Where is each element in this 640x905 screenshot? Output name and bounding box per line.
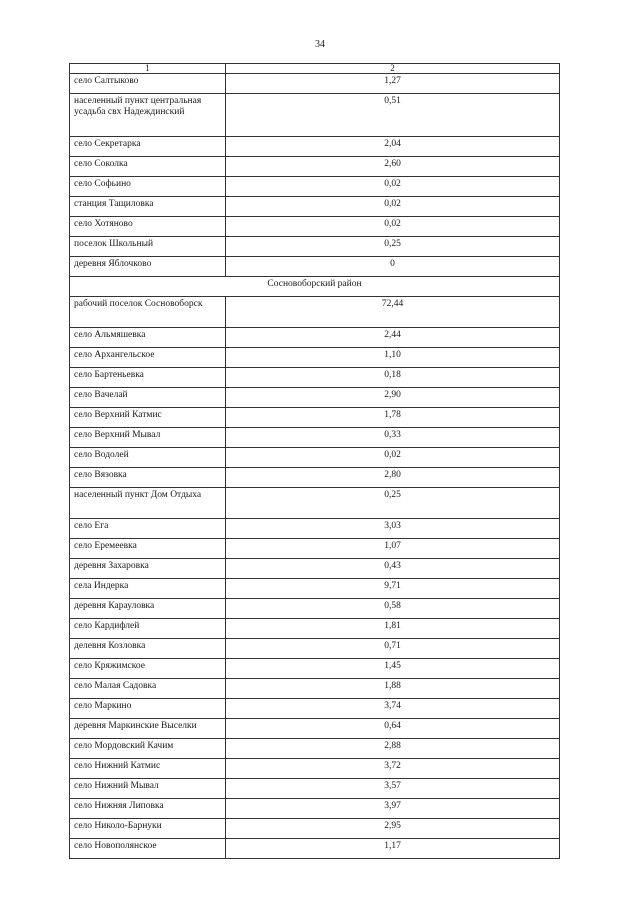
locality-name: село Нижняя Липовка: [70, 799, 226, 819]
table-row: [70, 217, 560, 237]
table-row: [70, 468, 560, 488]
locality-value: 1,07: [226, 539, 560, 559]
table-row: [70, 237, 560, 257]
table-row: [70, 599, 560, 619]
locality-value: 2,04: [226, 137, 560, 157]
table-row: [70, 157, 560, 177]
locality-name: поселок Школьный: [70, 237, 226, 257]
locality-name: деревня Яблочково: [70, 257, 226, 277]
table-row: [70, 328, 560, 348]
table-row: [70, 619, 560, 639]
locality-name: населенный пункт центральная усадьба свх Надеждинский: [70, 94, 226, 137]
locality-value: 72,44: [226, 297, 560, 328]
locality-name: село Кардифлей: [70, 619, 226, 639]
table-row: [70, 679, 560, 699]
locality-name: село Кряжимское: [70, 659, 226, 679]
table-row: [70, 368, 560, 388]
table-row: [70, 448, 560, 468]
locality-value: 2,95: [226, 819, 560, 839]
locality-name: село Верхний Мывал: [70, 428, 226, 448]
table-row: [70, 639, 560, 659]
locality-name: делевня Козловка: [70, 639, 226, 659]
table-row: [70, 388, 560, 408]
locality-name: село Нижний Мывал: [70, 779, 226, 799]
table-row: [70, 539, 560, 559]
locality-value: 9,71: [226, 579, 560, 599]
locality-value: 3,03: [226, 519, 560, 539]
column-header: 1: [70, 64, 226, 74]
locality-value: 0,02: [226, 448, 560, 468]
locality-value: 2,60: [226, 157, 560, 177]
locality-value: 1,81: [226, 619, 560, 639]
table-row: [70, 559, 560, 579]
locality-value: 0,02: [226, 177, 560, 197]
locality-value: 3,74: [226, 699, 560, 719]
locality-value: 0,25: [226, 488, 560, 519]
locality-value: 1,78: [226, 408, 560, 428]
locality-value: 2,80: [226, 468, 560, 488]
locality-value: 2,90: [226, 388, 560, 408]
table-row: [70, 799, 560, 819]
locality-name: село Маркино: [70, 699, 226, 719]
locality-value: 1,10: [226, 348, 560, 368]
table-row: [70, 197, 560, 217]
locality-value: 0,33: [226, 428, 560, 448]
table-row: [70, 297, 560, 328]
locality-table: [69, 63, 560, 859]
locality-name: населенный пункт Дом Отдыха: [70, 488, 226, 519]
locality-value: 2,88: [226, 739, 560, 759]
locality-value: 0,43: [226, 559, 560, 579]
table-row: [70, 519, 560, 539]
locality-name: станция Тащиловка: [70, 197, 226, 217]
locality-value: 0,02: [226, 217, 560, 237]
table-body: [70, 64, 560, 859]
locality-name: село Еремеевка: [70, 539, 226, 559]
locality-value: 0,71: [226, 639, 560, 659]
table-row: [70, 94, 560, 137]
locality-name: село Вязовка: [70, 468, 226, 488]
locality-name: село Мордовский Качим: [70, 739, 226, 759]
locality-name: село Малая Садовка: [70, 679, 226, 699]
locality-value: 3,72: [226, 759, 560, 779]
section-row: [70, 277, 560, 297]
locality-name: село Нижний Катмис: [70, 759, 226, 779]
locality-value: 1,45: [226, 659, 560, 679]
locality-name: село Вачелай: [70, 388, 226, 408]
section-title: Сосновоборский район: [70, 277, 560, 297]
table-row: [70, 579, 560, 599]
table-row: [70, 819, 560, 839]
table-row: [70, 257, 560, 277]
locality-name: село Ега: [70, 519, 226, 539]
locality-name: село Верхний Катмис: [70, 408, 226, 428]
locality-value: 1,17: [226, 839, 560, 859]
locality-name: деревня Маркинские Выселки: [70, 719, 226, 739]
locality-name: деревня Карауловка: [70, 599, 226, 619]
locality-value: 0,25: [226, 237, 560, 257]
locality-name: село Архангельское: [70, 348, 226, 368]
table-row: [70, 488, 560, 519]
table-row: [70, 408, 560, 428]
locality-name: село Николо-Барнуки: [70, 819, 226, 839]
column-header: 2: [226, 64, 560, 74]
table-row: [70, 699, 560, 719]
locality-name: село Бартеньевка: [70, 368, 226, 388]
locality-value: 0,64: [226, 719, 560, 739]
locality-value: 2,44: [226, 328, 560, 348]
locality-value: 1,88: [226, 679, 560, 699]
table-row: [70, 779, 560, 799]
table-row: [70, 428, 560, 448]
locality-name: село Альмяшевка: [70, 328, 226, 348]
locality-name: рабочий поселок Сосновоборск: [70, 297, 226, 328]
table-row: [70, 759, 560, 779]
table-row: [70, 74, 560, 94]
table-row: [70, 839, 560, 859]
page-number: 34: [315, 39, 325, 50]
locality-value: 0,58: [226, 599, 560, 619]
locality-name: село Водолей: [70, 448, 226, 468]
table-row: [70, 137, 560, 157]
locality-name: село Софьино: [70, 177, 226, 197]
locality-value: 1,27: [226, 74, 560, 94]
locality-name: деревня Захаровка: [70, 559, 226, 579]
locality-name: села Индерка: [70, 579, 226, 599]
table-row: [70, 348, 560, 368]
locality-name: село Салтыково: [70, 74, 226, 94]
locality-value: 0: [226, 257, 560, 277]
locality-name: село Хотяново: [70, 217, 226, 237]
table-row: [70, 739, 560, 759]
locality-value: 0,02: [226, 197, 560, 217]
locality-name: село Секретарка: [70, 137, 226, 157]
locality-name: село Новополянское: [70, 839, 226, 859]
table-header-row: [70, 64, 560, 74]
locality-value: 3,57: [226, 779, 560, 799]
locality-value: 0,18: [226, 368, 560, 388]
locality-name: село Соколка: [70, 157, 226, 177]
locality-value: 0,51: [226, 94, 560, 137]
locality-value: 3,97: [226, 799, 560, 819]
table-row: [70, 659, 560, 679]
table-row: [70, 719, 560, 739]
table-row: [70, 177, 560, 197]
